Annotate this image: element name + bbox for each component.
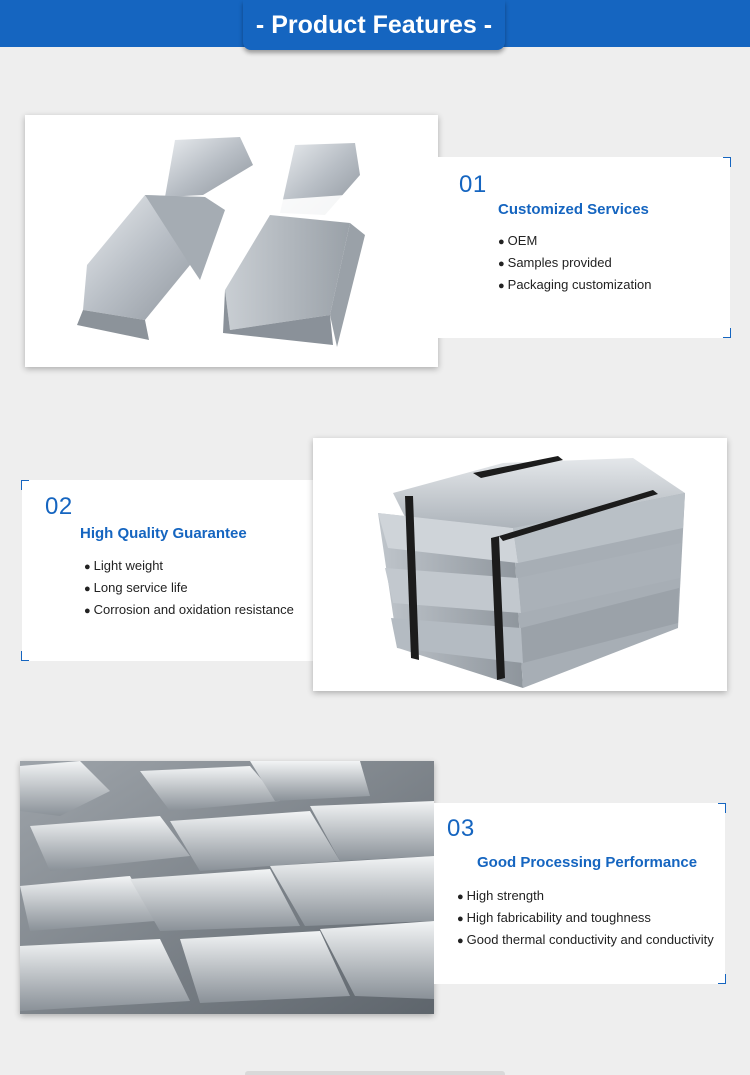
card-corner-top-right — [718, 803, 726, 813]
bullet-dot-icon: ● — [84, 605, 91, 617]
feature-bullet-list — [84, 555, 294, 621]
feature-bullet: ● Light weight — [84, 558, 164, 573]
feature-number: 01 — [459, 171, 487, 198]
feature-bullet: ● High fabricability and toughness — [457, 910, 651, 925]
bullet-dot-icon: ● — [84, 583, 91, 595]
feature-1-image — [25, 115, 438, 367]
feature-bullet: ● Packaging customization — [498, 277, 652, 292]
feature-bullet: ● Samples provided — [498, 255, 612, 270]
feature-number: 03 — [447, 815, 475, 842]
feature-number: 02 — [45, 493, 73, 520]
feature-bullet: ● Long service life — [84, 580, 188, 595]
feature-bullet: ● Good thermal conductivity and conductivity — [457, 932, 714, 947]
feature-2-card — [22, 480, 314, 661]
feature-bullet: ● High strength — [457, 888, 544, 903]
feature-bullet-list — [498, 230, 651, 296]
feature-bullet-list — [457, 885, 714, 951]
feature-bullet: ● OEM — [498, 233, 538, 248]
card-corner-top-left — [21, 480, 29, 490]
feature-1-card — [438, 157, 730, 338]
bullet-dot-icon: ● — [457, 891, 464, 903]
bullet-dot-icon: ● — [84, 561, 91, 573]
bullet-dot-icon: ● — [457, 913, 464, 925]
next-section-edge — [245, 1071, 505, 1075]
feature-bullet: ● Corrosion and oxidation resistance — [84, 602, 294, 617]
bullet-dot-icon: ● — [498, 258, 505, 270]
feature-heading: Customized Services — [498, 201, 649, 218]
bullet-dot-icon: ● — [498, 236, 505, 248]
bullet-dot-icon: ● — [498, 280, 505, 292]
feature-3-card — [434, 803, 725, 984]
card-corner-bottom-right — [718, 974, 726, 984]
card-corner-bottom-left — [21, 651, 29, 661]
feature-2-image — [313, 438, 727, 691]
feature-heading: High Quality Guarantee — [80, 525, 247, 542]
feature-3-image — [20, 761, 434, 1014]
feature-heading: Good Processing Performance — [477, 854, 698, 871]
card-corner-top-right — [723, 157, 731, 167]
card-corner-bottom-right — [723, 328, 731, 338]
page-title: - Product Features - — [243, 0, 505, 50]
bullet-dot-icon: ● — [457, 935, 464, 947]
